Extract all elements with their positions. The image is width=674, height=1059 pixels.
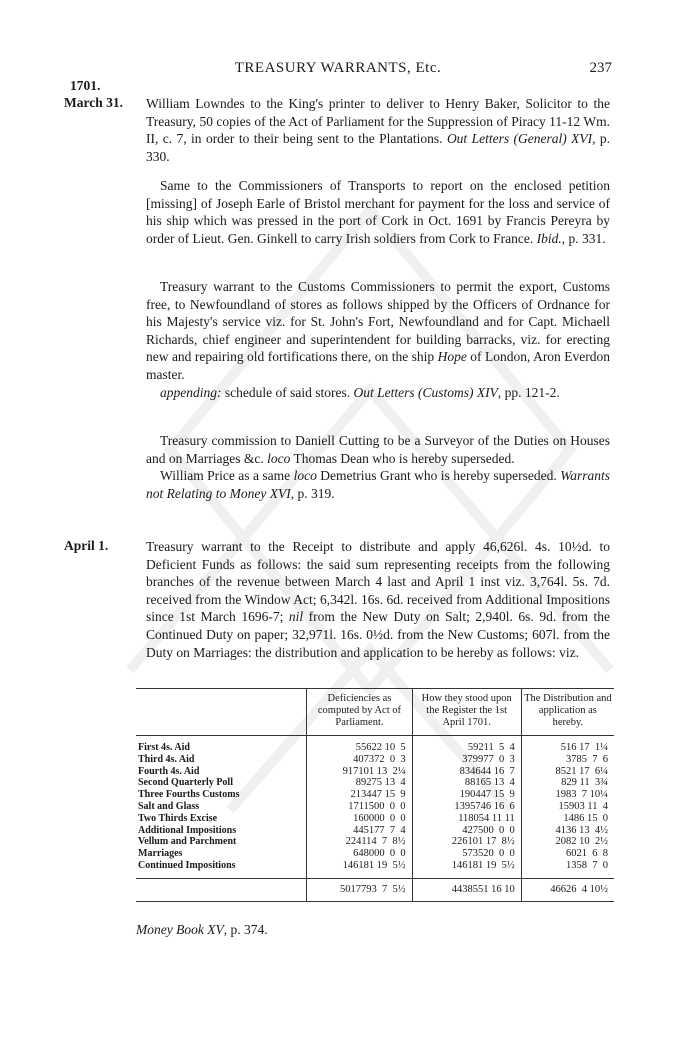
row-register: 118054 11 11 [412,813,521,825]
header-distribution: The Distribution and application as hereby. [521,689,614,736]
table-row [136,777,614,789]
row-deficiency: 648000 0 0 [307,848,412,860]
row-branch: Fourth 4s. Aid [138,765,200,777]
source-footnote: Money Book XV, p. 374. [136,922,268,937]
row-branch: Second Quarterly Poll [138,777,233,789]
row-branch: Three Fourths Customs [138,789,240,801]
row-deficiency: 146181 19 5½ [307,860,412,878]
row-register: 226101 17 8½ [412,836,521,848]
row-distribution: 829 11 3¾ [521,777,614,789]
entry-deficient-funds: Treasury warrant to the Receipt to distribute and apply 46,626l. 4s. 10½d. to Deficient Funds as follows: the said sum representing receipts from the following branches of the revenue between March 4 last and April 1 inst viz. 3,764l. 5s. 7d. received from the Window Act; 6,342l. 16s. 6d. received from Additional Impositions since 1st March 1696-7; nil from the New Duty on Salt; 2,940l. 6s. 9d. from the Continued Duty on paper; 32,971l. 16s. 0½d. from the New Customs; 607l. from the Duty on Marriages: the distribution and application to be hereby as follows: viz. [146,539,610,660]
row-branch: Additional Impositions [138,824,237,836]
date-march: March 31. [64,95,123,110]
row-distribution: 4136 13 4½ [521,825,614,837]
header-deficiencies: Deficiencies as computed by Act of Parliament. [307,689,412,736]
table-row [136,766,614,778]
row-distribution: 1358 7 0 [521,860,614,878]
table-header-row [136,689,614,736]
row-distribution: 1486 15 0 [521,813,614,825]
table-row [136,836,614,848]
row-deficiency: 213447 15 9 [307,789,412,801]
table-row [136,848,614,860]
table-row [136,789,614,801]
year-marker: 1701. [70,78,101,93]
running-title: TREASURY WARRANTS, Etc. [234,60,442,76]
total-distribution: 46626 4 10½ [521,878,614,901]
table-row [136,813,614,825]
date-april: April 1. [64,538,109,553]
row-deficiency: 1711500 0 0 [307,801,412,813]
row-distribution: 6021 6 8 [521,848,614,860]
page-header [64,58,612,80]
table-row [136,801,614,813]
row-distribution: 1983 7 10¼ [521,789,614,801]
entry-transports: Same to the Commissioners of Transports to report on the enclosed petition [missing] of Joseph Earle of Bristol merchant for payment for the loss and service of his ship which was pressed in the port of Cork in Oct. 1691 by Francis Pereyra by order of Lieut. Gen. Ginkell to carry Irish soldiers from Cork to France. Ibid., p. 331. [146,178,610,246]
row-deficiency: 55622 10 5 [307,736,412,754]
row-deficiency: 917101 13 2¼ [307,766,412,778]
row-deficiency: 445177 7 4 [307,825,412,837]
row-branch: Salt and Glass [138,800,200,812]
header-branch [136,689,307,736]
row-branch: Vellum and Parchment [138,836,237,848]
row-branch: Third 4s. Aid [138,753,195,765]
row-register: 427500 0 0 [412,825,521,837]
entry-newfoundland: Treasury warrant to the Customs Commissioners to permit the export, Customs free, to Newfoundland of stores as follows shipped by the Officers of Ordnance for his Majesty's service viz. for St. John's Fort, Newfoundland and for Capt. Michaell Richards, chief engineer and superintendent for building barracks, viz. for erecting new and repairing old fortifications there, on the ship Hope of London, Aron Everdon master. appending: schedule of said stores. Out Letters (Customs) XIV, pp. 121-2. [146,279,610,400]
row-register: 1395746 16 6 [412,801,521,813]
row-deficiency: 224114 7 8½ [307,836,412,848]
total-label [136,878,307,901]
row-branch: Marriages [138,848,183,860]
row-register: 190447 15 9 [412,789,521,801]
row-deficiency: 407372 0 3 [307,754,412,766]
table-row [136,825,614,837]
total-deficiency: 5017793 7 5½ [307,878,412,901]
entry-surveyor: Treasury commission to Daniell Cutting to be a Surveyor of the Duties on Houses and on Marriages &c. loco Thomas Dean who is hereby superseded. William Price as a same loco Demetrius Grant who is hereby superseded. Warrants not Relating to Money XVI, p. 319. [146,433,610,501]
table-row [136,754,614,766]
distribution-table [136,688,614,902]
table-row [136,860,614,878]
row-register: 59211 5 4 [412,736,521,754]
row-distribution: 8521 17 6¼ [521,766,614,778]
entry-printer: William Lowndes to the King's printer to deliver to Henry Baker, Solicitor to the Treasury, 50 copies of the Act of Parliament for the Suppression of Piracy 11-12 Wm. II, c. 7, in order to their being sent to the Plantations. Out Letters (General) XVI, p. 330. [146,96,610,164]
header-register: How they stood upon the Register the 1st April 1701. [412,689,521,736]
row-deficiency: 89275 13 4 [307,777,412,789]
row-branch: Two Thirds Excise [138,812,218,824]
row-distribution: 15903 11 4 [521,801,614,813]
row-register: 834644 16 7 [412,766,521,778]
row-deficiency: 160000 0 0 [307,813,412,825]
row-distribution: 3785 7 6 [521,754,614,766]
row-distribution: 2082 10 2½ [521,836,614,848]
table-row [136,736,614,754]
row-branch: Continued Impositions [138,859,236,871]
total-register: 4438551 16 10 [412,878,521,901]
row-register: 88165 13 4 [412,777,521,789]
row-branch: First 4s. Aid [138,742,190,753]
table-total-row [136,878,614,901]
row-register: 573520 0 0 [412,848,521,860]
row-register: 146181 19 5½ [412,860,521,878]
row-register: 379977 0 3 [412,754,521,766]
row-distribution: 516 17 1¼ [521,736,614,754]
page-number: 237 [589,60,612,76]
